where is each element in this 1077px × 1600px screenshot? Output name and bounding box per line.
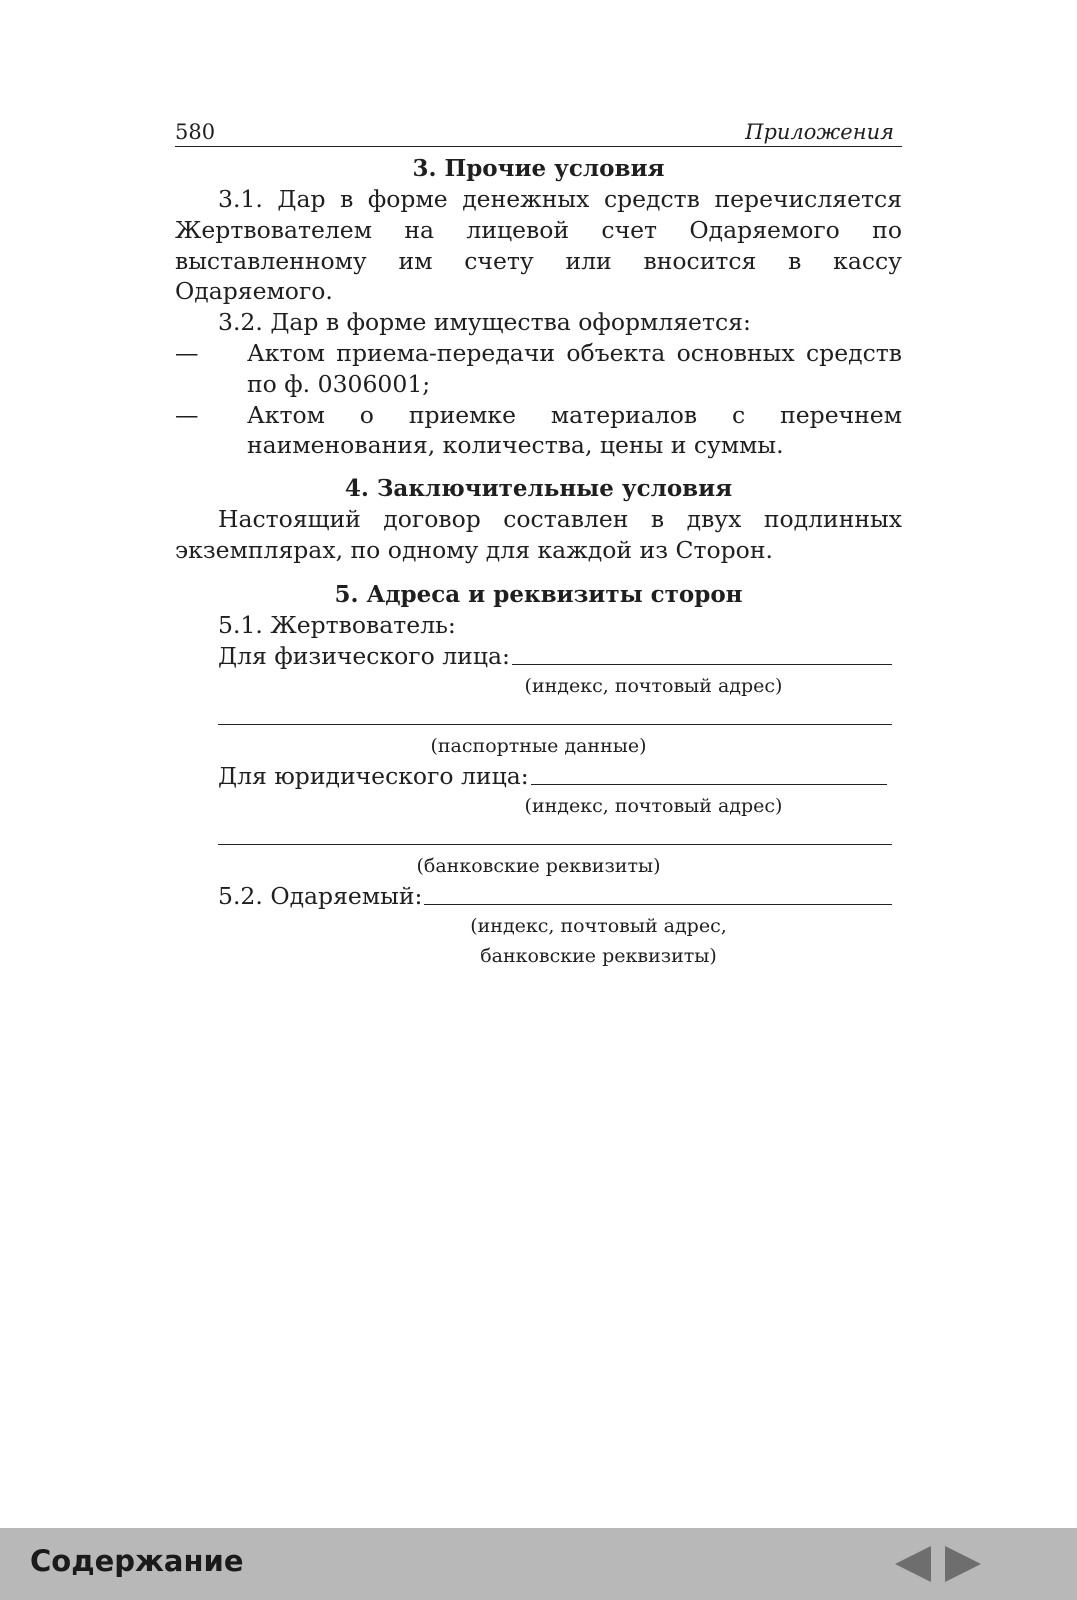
running-header (175, 112, 902, 147)
legal-address-caption: (индекс, почтовый адрес) (524, 794, 783, 817)
previous-page-button[interactable] (893, 1544, 933, 1584)
triangle-left-icon (893, 1544, 933, 1584)
dash-mark: — (175, 338, 199, 367)
dash-mark: — (175, 400, 199, 429)
section-5-heading: 5. Адреса и реквизиты сторон (334, 580, 743, 608)
fill-line (531, 784, 887, 785)
section-4-heading: 4. Заключительные условия (344, 475, 733, 503)
reader-footer-bar (0, 1528, 1077, 1600)
legal-address-field[interactable] (175, 761, 902, 791)
individual-label: Для физического лица: (218, 641, 510, 670)
passport-caption: (паспортные данные) (430, 734, 647, 757)
legal-label: Для юридического лица: (218, 761, 529, 790)
section-3-heading: 3. Прочие условия (412, 155, 665, 182)
table-of-contents-button[interactable]: Содержание (30, 1544, 244, 1578)
donor-label: 5.1. Жертвователь: (218, 610, 456, 639)
paragraph-4-1: Настоящий договор составлен в двух подлинных экземплярах, по одному для каждой из Сторон. (175, 505, 902, 564)
recipient-caption-2: банковские реквизиты) (480, 944, 717, 967)
list-item-text: Актом о приемке материалов с перечнем наименования, количества, цены и суммы. (247, 400, 902, 460)
list-item-text: Актом приема-передачи объекта основных средств по ф. 0306001; (247, 338, 902, 398)
bank-caption: (банковские реквизиты) (416, 854, 661, 877)
fill-line (424, 904, 892, 905)
bank-details-field[interactable] (175, 821, 902, 851)
running-section-title: Приложения (745, 120, 894, 144)
fill-line (218, 844, 892, 845)
list-item (175, 338, 902, 400)
paragraph-3-2: 3.2. Дар в форме имущества оформляется: (218, 308, 751, 337)
recipient-caption-1: (индекс, почтовый адрес, (470, 914, 727, 937)
list-item (175, 400, 902, 462)
page-number: 580 (175, 120, 216, 144)
recipient-label: 5.2. Одаряемый: (218, 881, 423, 910)
recipient-field[interactable] (175, 881, 902, 911)
passport-field[interactable] (175, 701, 902, 731)
fill-line (512, 664, 892, 665)
next-page-button[interactable] (943, 1544, 983, 1584)
triangle-right-icon (943, 1544, 983, 1584)
individual-address-caption: (индекс, почтовый адрес) (524, 674, 783, 697)
individual-address-field[interactable] (175, 641, 902, 671)
fill-line (218, 724, 892, 725)
paragraph-3-1: 3.1. Дар в форме денежных средств перечисляется Жертвователем на лицевой счет Одаряемого по выставленному им счету или вносится в кассу Одаряемого. (175, 185, 902, 306)
document-page (175, 112, 902, 971)
